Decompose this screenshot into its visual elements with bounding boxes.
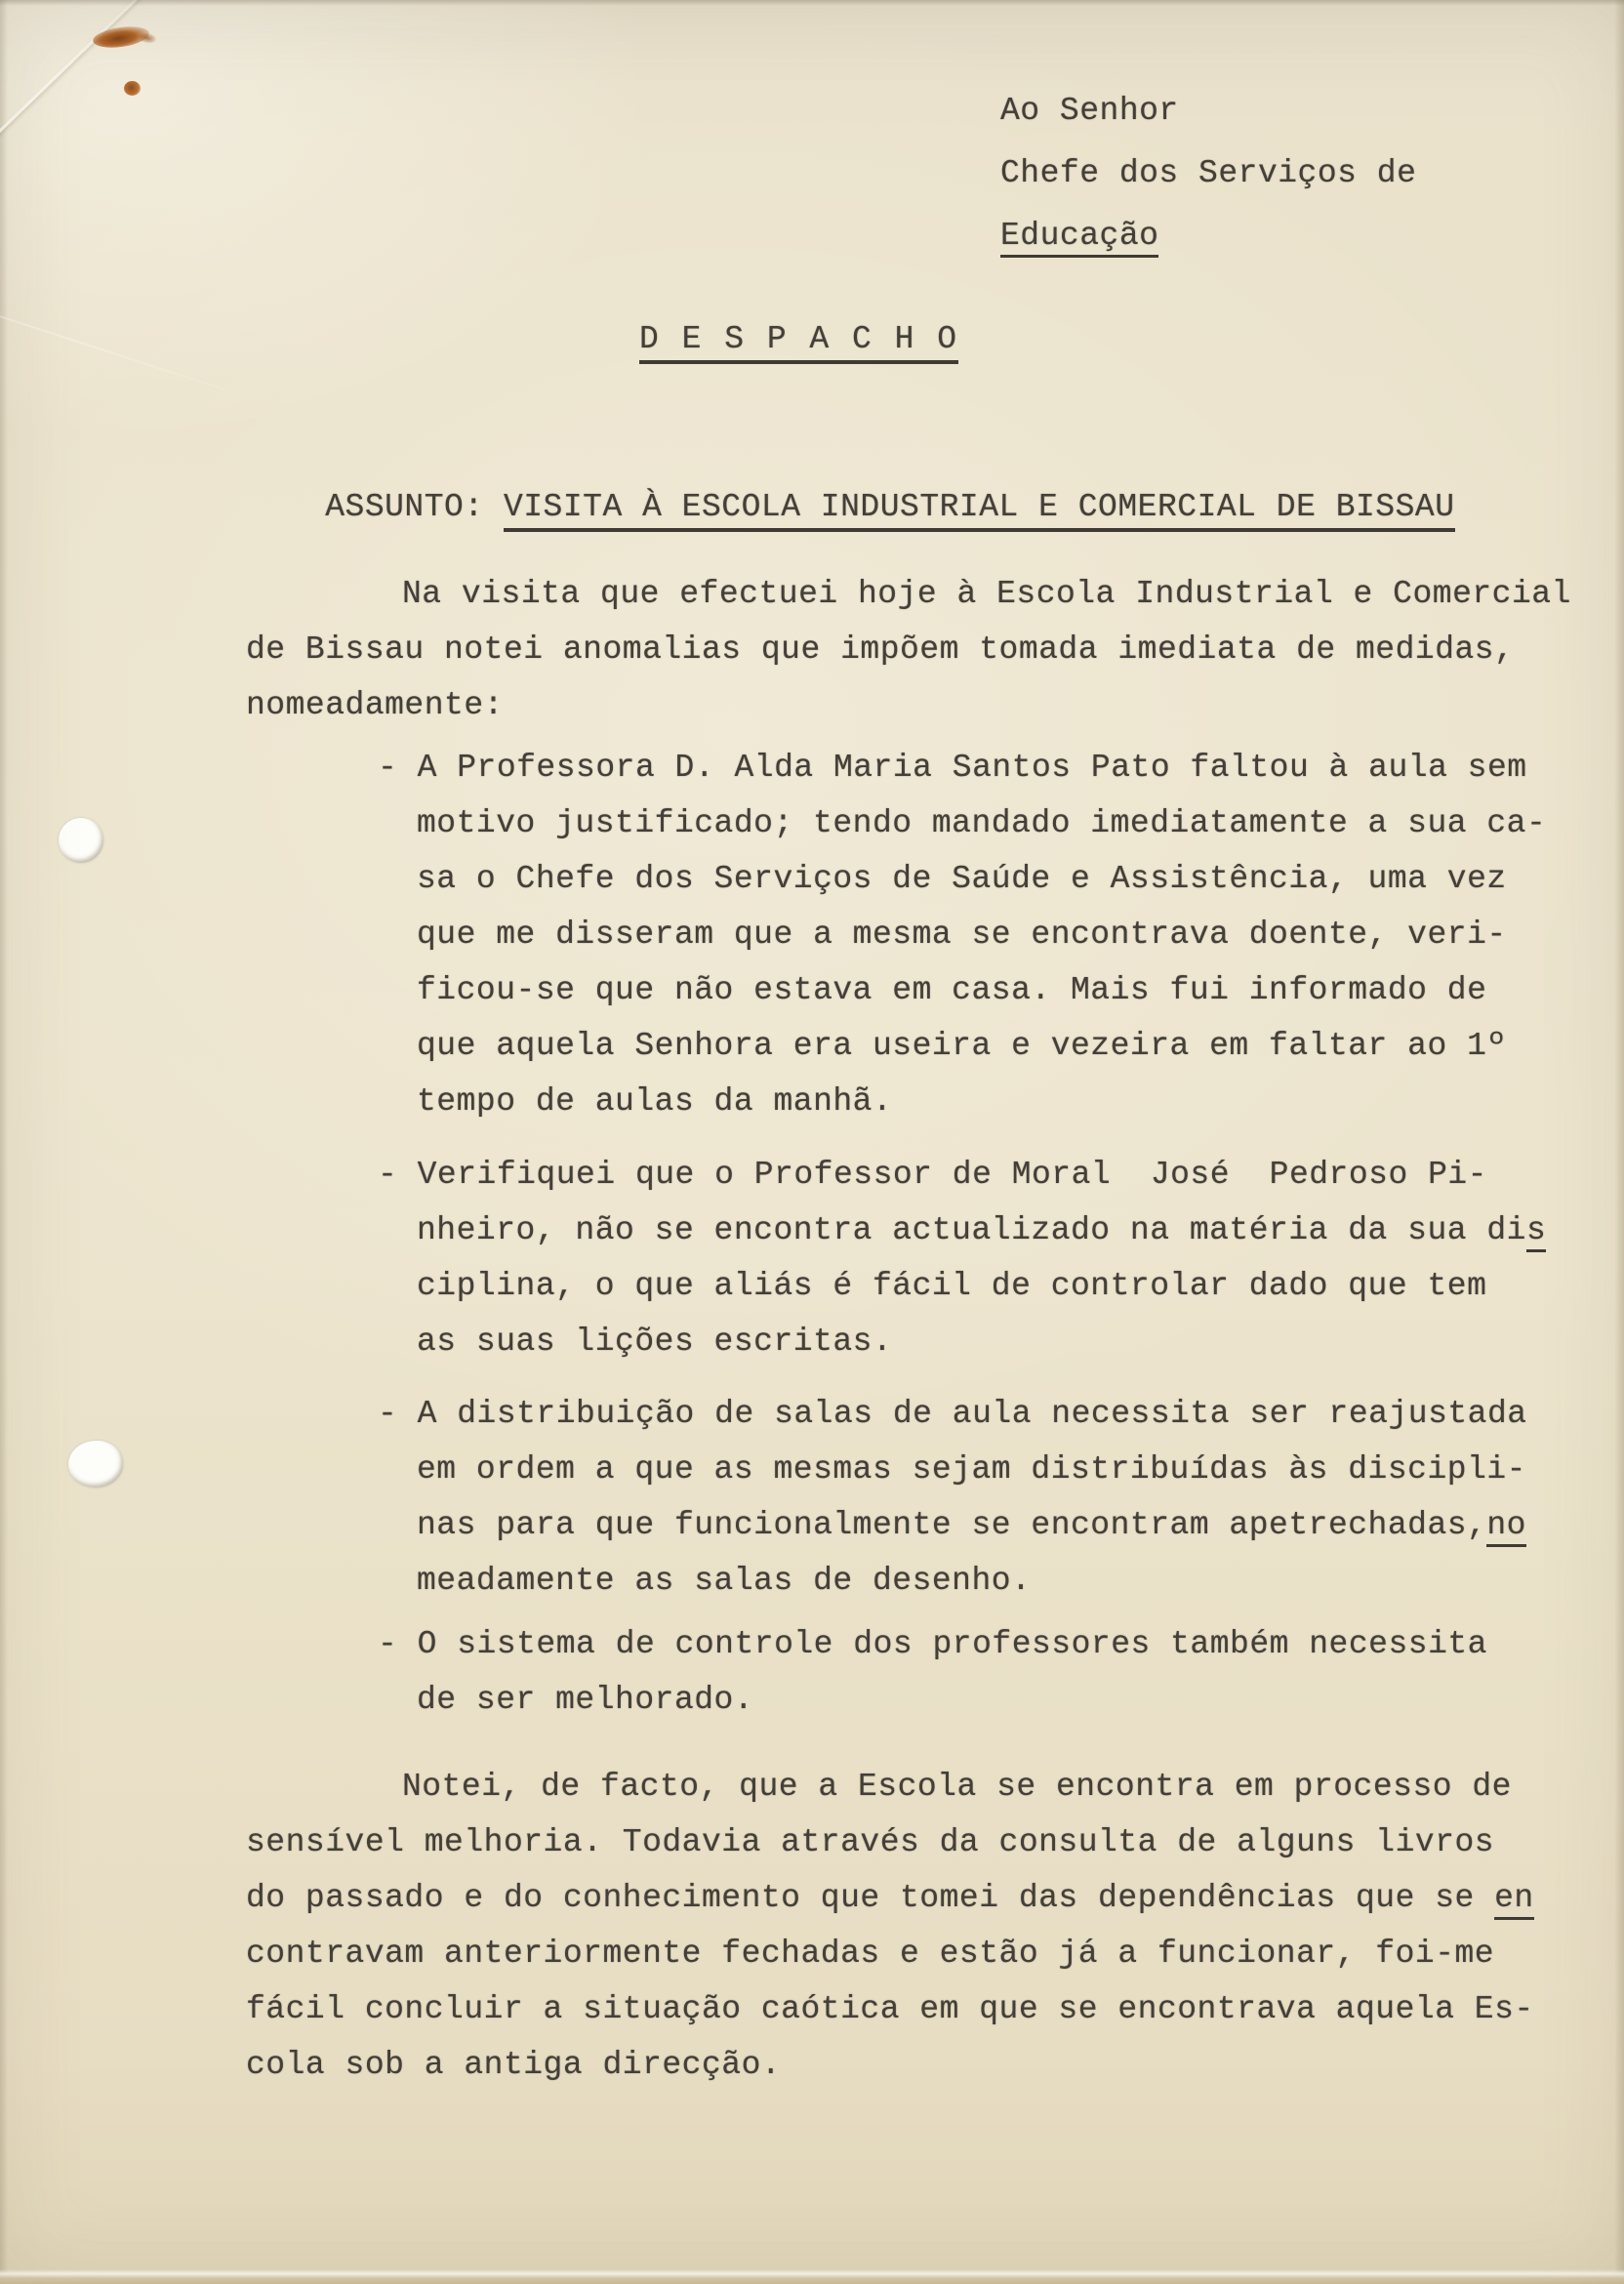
text-segment: fácil concluir a situação caótica em que se encontrava aquela Es- (246, 1991, 1534, 2027)
underlined-segment: no (1486, 1507, 1526, 1547)
finding-item-2 (378, 1147, 1546, 1369)
text-line (246, 2037, 1534, 2093)
text-line (378, 962, 1546, 1018)
text-line (378, 1203, 1546, 1258)
text-segment: Notei, de facto, que a Escola se encontra em processo de (402, 1769, 1512, 1805)
text-segment: que aquela Senhora era useira e vezeira em faltar ao 1º (417, 1028, 1507, 1064)
text-line (378, 1147, 1546, 1203)
text-segment: do passado e do conhecimento que tomei das dependências que se (246, 1880, 1495, 1916)
punch-hole-bottom (68, 1441, 123, 1488)
text-line (378, 1018, 1546, 1074)
text-line (378, 1386, 1527, 1442)
text-segment: de ser melhorado. (417, 1682, 754, 1718)
text-segment: - O sistema de controle dos professores também necessita (378, 1626, 1487, 1662)
punch-hole-top (59, 818, 103, 863)
page-edge-bottom (0, 2269, 1624, 2284)
text-line (246, 566, 1571, 622)
text-segment: - A Professora D. Alda Maria Santos Pato faltou à aula sem (378, 750, 1527, 786)
text-segment: - A distribuição de salas de aula necessita ser reajustada (378, 1396, 1527, 1432)
text-segment: cola sob a antiga direcção. (246, 2047, 782, 2083)
recipient-address (1000, 80, 1416, 267)
text-segment: Chefe dos Serviços de (1000, 155, 1417, 191)
text-line (378, 1616, 1487, 1672)
underlined-segment: s (1526, 1212, 1546, 1252)
text-line (246, 1981, 1534, 2037)
text-segment: contravam anteriormente fechadas e estão já a funcionar, foi-me (246, 1936, 1495, 1972)
rust-stain-1b (138, 32, 156, 45)
text-segment: sa o Chefe dos Serviços de Saúde e Assistência, uma vez (417, 861, 1507, 897)
text-line (378, 1074, 1546, 1129)
finding-item-4 (378, 1616, 1487, 1728)
text-segment: Na visita que efectuei hoje à Escola Industrial e Comercial (402, 576, 1571, 612)
text-segment: sensível melhoria. Todavia através da consulta de alguns livros (246, 1824, 1495, 1860)
paper-wrinkle (0, 312, 269, 405)
text-segment: nas para que funcionalmente se encontram apetrechadas, (417, 1507, 1487, 1543)
text-line (378, 795, 1546, 851)
text-line (378, 1497, 1527, 1553)
intro-paragraph (246, 566, 1571, 733)
page-edge-left (0, 0, 8, 2284)
text-segment: as suas lições escritas. (417, 1324, 893, 1360)
text-segment: ciplina, o que aliás é fácil de controlar dado que tem (417, 1268, 1487, 1304)
page-edge-top (0, 0, 1624, 6)
text-segment: meadamente as salas de desenho. (417, 1563, 1032, 1599)
text-line (378, 1672, 1487, 1728)
text-line (246, 622, 1571, 677)
underlined-segment: en (1494, 1880, 1534, 1920)
text-segment: que me disseram que a mesma se encontrava doente, veri- (417, 917, 1507, 953)
finding-item-1 (378, 740, 1546, 1129)
subject-text: VISITA À ESCOLA INDUSTRIAL E COMERCIAL DE BISSAU (504, 489, 1455, 532)
document-title-text: D E S P A C H O (639, 321, 958, 364)
text-line (246, 677, 1571, 733)
text-line (378, 1442, 1527, 1497)
corner-crease (0, 0, 148, 145)
text-line (378, 1258, 1546, 1314)
text-segment: motivo justificado; tendo mandado imediatamente a sua ca- (417, 805, 1547, 841)
text-line (378, 907, 1546, 962)
subject-label: ASSUNTO: (325, 489, 504, 525)
text-segment: - Verifiquei que o Professor de Moral José Pedroso Pi- (378, 1157, 1487, 1193)
text-line (378, 740, 1546, 795)
text-line (246, 1926, 1534, 1981)
text-segment: tempo de aulas da manhã. (417, 1083, 893, 1120)
text-line (1000, 80, 1416, 143)
text-line (1000, 205, 1416, 267)
underlined-segment: Educação (1000, 218, 1158, 258)
subject-line (246, 453, 1455, 561)
text-line (1000, 143, 1416, 205)
closing-paragraph (246, 1759, 1534, 2093)
text-line (378, 851, 1546, 907)
document-title (639, 318, 958, 361)
text-line (246, 1870, 1534, 1926)
text-segment: de Bissau notei anomalias que impõem tomada imediata de medidas, (246, 632, 1515, 668)
finding-item-3 (378, 1386, 1527, 1609)
text-line (246, 1815, 1534, 1870)
text-segment: ficou-se que não estava em casa. Mais fui informado de (417, 972, 1487, 1008)
text-segment: em ordem a que as mesmas sejam distribuídas às discipli- (417, 1451, 1526, 1488)
text-segment: nheiro, não se encontra actualizado na matéria da sua di (417, 1212, 1526, 1248)
page-edge-right (1614, 0, 1624, 2284)
text-segment: Ao Senhor (1000, 93, 1179, 129)
text-line (378, 1553, 1527, 1609)
text-segment: nomeadamente: (246, 687, 504, 723)
text-line (246, 1759, 1534, 1815)
rust-stain-2 (124, 81, 141, 96)
text-line (378, 1314, 1546, 1369)
